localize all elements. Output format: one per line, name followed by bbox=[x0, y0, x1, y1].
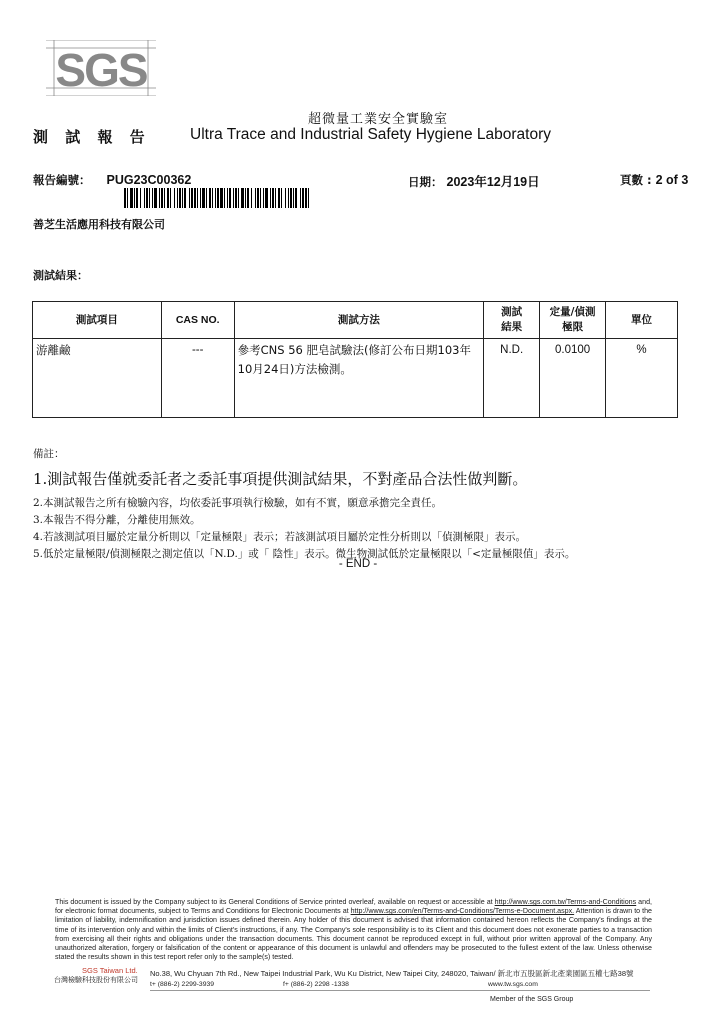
barcode-bar bbox=[224, 188, 225, 208]
sgs-logo bbox=[46, 40, 156, 96]
barcode-bar bbox=[265, 188, 268, 208]
barcode-bar bbox=[260, 188, 261, 208]
date-value: 2023年12月19日 bbox=[446, 175, 540, 189]
cell-limit: 0.0100 bbox=[540, 339, 606, 418]
barcode-bar bbox=[206, 188, 207, 208]
disclaimer-part-3: Attention is drawn to the limitation of liability, indemnification and jurisdiction issues defined therein. Any holder of this document is advised that information contained hereon reflects the Company's findings at the time of its intervention only and within the limits of Client's instructions, if any. The Company's sole responsibility is to its Client and this document does not exonerate parties to a transaction from exercising all their rights and obligations under the transaction documents. This document cannot be reproduced except in full, without prior written approval of the Company. Any unauthorized alteration, forgery or falsification of the content or appearance of this document is unlawful and offenders may be prosecuted to the fullest extent of the law. Unless otherwise stated the results shown in this test report refer only to the sample(s) tested. bbox=[55, 907, 652, 962]
document-title: 測 試 報 告 bbox=[33, 128, 151, 146]
barcode-bar bbox=[217, 188, 219, 208]
header-test-result: 測試 結果 bbox=[484, 302, 540, 339]
lab-name-cn: 超微量工業安全實驗室 bbox=[307, 112, 448, 127]
barcode-bar bbox=[238, 188, 239, 208]
note-5: 5.低於定量極限/偵測極限之測定值以「N.D.」或「 陰性」表示。微生物測試低於定量極限以「<定量極限值」表示。 bbox=[33, 548, 576, 560]
barcode-bar bbox=[136, 188, 138, 208]
barcode-bar bbox=[285, 188, 286, 208]
disclaimer-part-2: and, for electronic format documents, subject to Terms and Conditions for Electronic Documents at bbox=[55, 898, 652, 916]
barcode-bar bbox=[229, 188, 231, 208]
table-header-row bbox=[33, 302, 678, 339]
footer-divider bbox=[150, 990, 650, 991]
barcode-bar bbox=[127, 188, 128, 208]
barcode-bar bbox=[184, 188, 186, 208]
barcode-bar bbox=[245, 188, 246, 208]
barcode-bar bbox=[124, 188, 126, 208]
barcode-bar bbox=[164, 188, 165, 208]
lab-name-en: Ultra Trace and Industrial Safety Hygiene Laboratory bbox=[190, 126, 551, 143]
barcode-bar bbox=[159, 188, 160, 208]
barcode-bar bbox=[154, 188, 157, 208]
barcode-bar bbox=[177, 188, 178, 208]
barcode-bar bbox=[209, 188, 211, 208]
telephone: t+ (886-2) 2299-3939 bbox=[150, 981, 215, 988]
barcode-bar bbox=[263, 188, 264, 208]
barcode-bar bbox=[174, 188, 175, 208]
barcode-bar bbox=[288, 188, 289, 208]
header-test-method: 測試方法 bbox=[234, 302, 484, 339]
barcode-bar bbox=[247, 188, 249, 208]
date-label: 日期： bbox=[408, 175, 443, 189]
barcode-bar bbox=[179, 188, 181, 208]
report-number-value: PUG23C00362 bbox=[106, 173, 192, 187]
barcode-bar bbox=[233, 188, 234, 208]
results-table bbox=[32, 301, 678, 418]
notes-heading: 備註： bbox=[33, 448, 65, 460]
barcode-bar bbox=[152, 188, 153, 208]
barcode-bar bbox=[144, 188, 145, 208]
cell-test-method: 參考CNS 56 肥皂試驗法(修訂公布日期103年10月24日)方法檢測。 bbox=[234, 339, 484, 418]
cell-unit: % bbox=[606, 339, 678, 418]
fax: f+ (886-2) 2298 -1338 bbox=[283, 981, 349, 988]
report-number-label: 報告編號： bbox=[33, 173, 91, 187]
table-row bbox=[33, 339, 678, 418]
barcode-bar bbox=[161, 188, 163, 208]
header-limit: 定量/偵測 極限 bbox=[540, 302, 606, 339]
report-number bbox=[33, 172, 191, 188]
barcode-bar bbox=[194, 188, 196, 208]
barcode-bar bbox=[130, 188, 133, 208]
page-label: 頁數 : bbox=[620, 173, 652, 187]
barcode-bar bbox=[182, 188, 183, 208]
report-date bbox=[408, 172, 540, 190]
barcode-bar bbox=[278, 188, 280, 208]
barcode-bar bbox=[149, 188, 150, 208]
disclaimer bbox=[55, 898, 652, 962]
barcode-bar bbox=[191, 188, 193, 208]
page-value: 2 of 3 bbox=[655, 173, 689, 187]
sgs-taiwan-name: SGS Taiwan Ltd. bbox=[82, 966, 138, 975]
barcode-bar bbox=[272, 188, 274, 208]
barcode-bar bbox=[290, 188, 292, 208]
note-4: 4.若該測試項目屬於定量分析則以「定量極限」表示；若該測試項目屬於定性分析則以「偵測極限」表示。 bbox=[33, 531, 527, 543]
barcode-bar bbox=[146, 188, 148, 208]
barcode-bar bbox=[275, 188, 276, 208]
website: www.tw.sgs.com bbox=[488, 981, 538, 988]
barcode-bar bbox=[302, 188, 304, 208]
barcode-bar bbox=[189, 188, 190, 208]
barcode-bar bbox=[257, 188, 259, 208]
barcode-bar bbox=[235, 188, 237, 208]
notes bbox=[33, 446, 575, 563]
company-name: 善芝生活應用科技有限公司 bbox=[33, 218, 165, 231]
barcode-bar bbox=[134, 188, 135, 208]
barcode-bar bbox=[197, 188, 198, 208]
page-count bbox=[620, 172, 688, 188]
barcode-bar bbox=[140, 188, 141, 208]
barcode-bar bbox=[212, 188, 213, 208]
cell-cas-no: --- bbox=[161, 339, 234, 418]
member-text: Member of the SGS Group bbox=[490, 996, 574, 1003]
barcode-bar bbox=[241, 188, 244, 208]
results-label: 測試結果： bbox=[33, 269, 88, 282]
barcode-bar bbox=[170, 188, 171, 208]
barcode-bar bbox=[293, 188, 294, 208]
barcode-bar bbox=[308, 188, 309, 208]
barcode-bar bbox=[167, 188, 169, 208]
end-marker: - END - bbox=[338, 558, 378, 570]
logo-text: SGS bbox=[55, 44, 147, 96]
barcode-bar bbox=[300, 188, 301, 208]
barcode-bar bbox=[251, 188, 252, 208]
barcode-bar bbox=[270, 188, 271, 208]
note-3: 3.本報告不得分離，分離使用無效。 bbox=[33, 514, 201, 526]
disclaimer-part-1: This document is issued by the Company subject to its General Conditions of Service printed overleaf, available on request or accessible at bbox=[55, 898, 495, 906]
note-1: 1.測試報告僅就委託者之委託事項提供測試結果，不對產品合法性做判斷。 bbox=[33, 470, 528, 488]
barcode-bar bbox=[215, 188, 216, 208]
barcode-bar bbox=[220, 188, 223, 208]
e-terms-link[interactable]: http://www.sgs.com/en/Terms-and-Conditions/Terms-e-Document.aspx. bbox=[350, 907, 575, 916]
barcode-bar bbox=[200, 188, 201, 208]
barcode bbox=[124, 188, 310, 208]
barcode-bar bbox=[281, 188, 282, 208]
header-cas-no: CAS NO. bbox=[161, 302, 234, 339]
header-test-item: 測試項目 bbox=[33, 302, 162, 339]
barcode-bar bbox=[255, 188, 256, 208]
sgs-taiwan-name-cn: 台灣檢驗科技股份有限公司 bbox=[54, 976, 138, 984]
address: No.38, Wu Chyuan 7th Rd., New Taipei Industrial Park, Wu Ku District, New Taipei City, 248020, Taiwan/ 新北市五股區新北產業園區五權七路38號 bbox=[150, 969, 634, 978]
cell-test-item: 游離鹼 bbox=[33, 339, 162, 418]
barcode-bar bbox=[295, 188, 297, 208]
terms-link[interactable]: http://www.sgs.com.tw/Terms-and-Conditions bbox=[494, 898, 637, 906]
header-unit: 單位 bbox=[606, 302, 678, 339]
barcode-bar bbox=[202, 188, 205, 208]
barcode-bar bbox=[227, 188, 228, 208]
note-2: 2.本測試報告之所有檢驗內容，均依委託事項執行檢驗，如有不實，願意承擔完全責任。 bbox=[33, 497, 443, 509]
barcode-bar bbox=[305, 188, 307, 208]
cell-result: N.D. bbox=[484, 339, 540, 418]
